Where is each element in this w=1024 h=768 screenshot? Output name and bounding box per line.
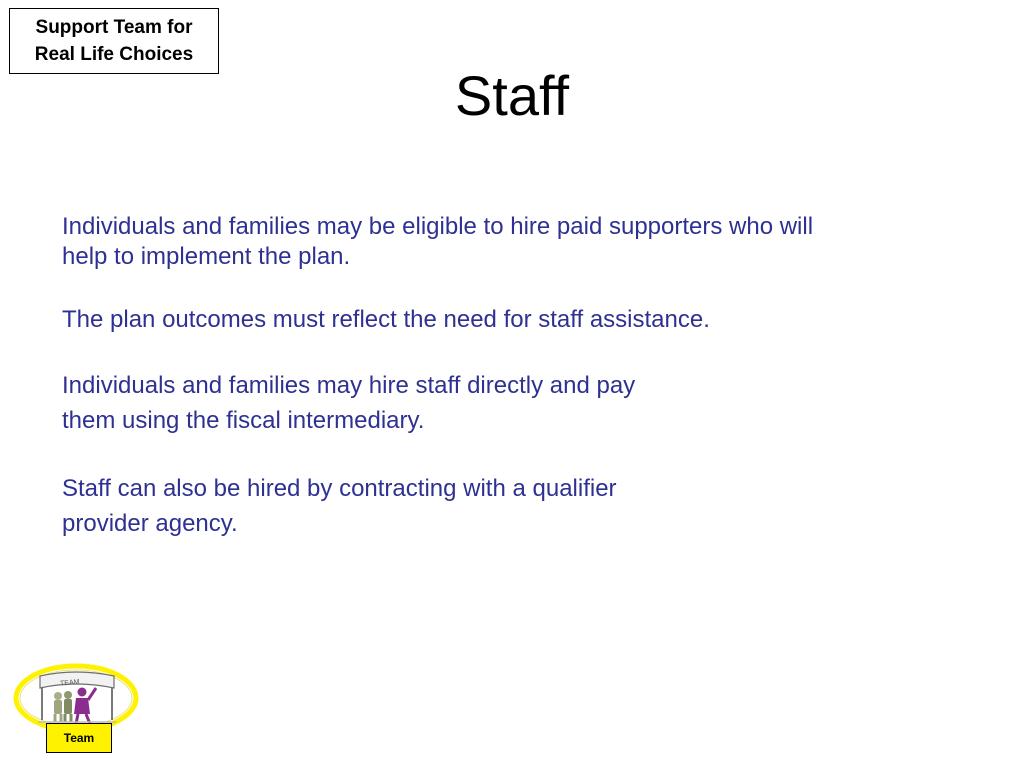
header-tag-line-2: Real Life Choices bbox=[34, 44, 194, 65]
paragraph-3 bbox=[62, 368, 782, 438]
paragraph-2-line-1: The plan outcomes must reflect the need for staff assistance. bbox=[62, 306, 710, 333]
paragraph-3-line-1: Individuals and families may hire staff directly and pay bbox=[62, 372, 636, 399]
paragraph-4-line-1: Staff can also be hired by contracting with a qualifier bbox=[62, 475, 617, 502]
header-tag-line-1: Support Team for bbox=[35, 17, 193, 38]
paragraph-1-line-1: Individuals and families may be eligible to hire paid supporters who will bbox=[62, 213, 814, 240]
slide-title: Staff bbox=[454, 64, 570, 127]
team-logo-label: Team bbox=[46, 723, 112, 753]
paragraph-3-line-2: them using the fiscal intermediary. bbox=[62, 407, 425, 434]
paragraph-4-line-2: provider agency. bbox=[62, 510, 238, 537]
paragraph-4 bbox=[62, 471, 782, 541]
paragraph-2 bbox=[62, 305, 972, 335]
banner-text: TEAM bbox=[59, 678, 80, 688]
paragraph-1-line-2: help to implement the plan. bbox=[62, 243, 351, 270]
paragraph-1 bbox=[62, 212, 972, 272]
